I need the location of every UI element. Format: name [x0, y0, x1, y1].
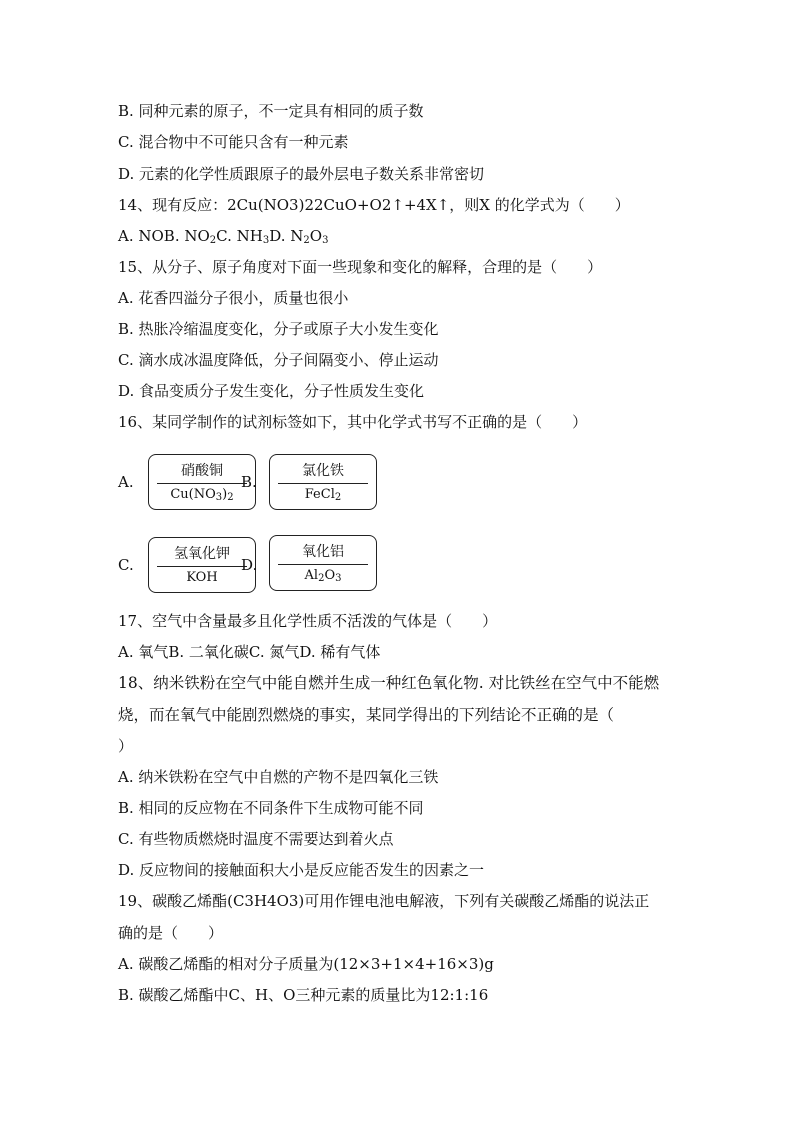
- reagent-label-a-name: 硝酸铜: [157, 459, 247, 484]
- q18-option-c: C. 有些物质燃烧时温度不需要达到着火点: [118, 830, 394, 848]
- question-19-cont: 确的是（ ）: [118, 924, 224, 942]
- q15-option-a: A. 花香四溢分子很小，质量也很小: [118, 289, 349, 307]
- question-15: 15、从分子、原子角度对下面一些现象和变化的解释，合理的是（ ）: [118, 258, 603, 276]
- q13-option-b: B. 同种元素的原子，不一定具有相同的质子数: [118, 102, 424, 120]
- reagent-label-d-formula: $Al_2O_3$: [304, 568, 342, 584]
- q19-option-a: A. 碳酸乙烯酯的相对分子质量为(12×3+1×4+16×3)g: [118, 955, 494, 973]
- q13-option-d: D. 元素的化学性质跟原子的最外层电子数关系非常密切: [118, 165, 485, 183]
- q18-option-d: D. 反应物间的接触面积大小是反应能否发生的因素之一: [118, 861, 485, 879]
- reagent-label-d-name: 氧化铝: [278, 540, 368, 565]
- q14-option-d: D. N: [269, 227, 304, 245]
- reagent-label-c-formula: KOH: [186, 570, 218, 585]
- reagent-label-b-name: 氯化铁: [278, 459, 368, 484]
- reagent-label-b: [269, 454, 377, 510]
- reagent-label-a-formula: $Cu(NO_3)_2$: [170, 487, 234, 503]
- question-18-cont2: ）: [118, 737, 134, 755]
- reagent-label-c: [148, 537, 256, 593]
- q14-option-a: A. NO: [118, 227, 164, 245]
- reagent-label-c-name: 氢氧化钾: [157, 542, 247, 567]
- q15-option-b: B. 热胀冷缩温度变化，分子或原子大小发生变化: [118, 320, 439, 338]
- q16-option-a-letter: A.: [118, 473, 134, 491]
- reagent-label-d: [269, 535, 377, 591]
- q19-option-b: B. 碳酸乙烯酯中C、H、O三种元素的质量比为12:1:16: [118, 986, 489, 1004]
- q17-options: A. 氧气B. 二氧化碳C. 氮气D. 稀有气体: [118, 643, 381, 661]
- question-14: 14、现有反应：2Cu(NO3)22CuO+O2↑+4X↑，则X 的化学式为（ ）: [118, 196, 630, 214]
- q14-options: A. NOB. $NO_2C$. $NH_3D$. $N_2O_3$: [118, 227, 329, 246]
- question-16: 16、某同学制作的试剂标签如下，其中化学式书写不正确的是（ ）: [118, 413, 588, 431]
- q14-option-c: C. NH: [216, 227, 263, 245]
- q13-option-c: C. 混合物中不可能只含有一种元素: [118, 133, 349, 151]
- q18-option-b: B. 相同的反应物在不同条件下生成物可能不同: [118, 799, 424, 817]
- reagent-label-a: [148, 454, 256, 510]
- q16-option-c-letter: C.: [118, 556, 134, 574]
- q16-option-b-letter: B.: [241, 473, 257, 491]
- question-17: 17、空气中含量最多且化学性质不活泼的气体是（ ）: [118, 612, 498, 630]
- q15-option-c: C. 滴水成冰温度降低，分子间隔变小、停止运动: [118, 351, 439, 369]
- reagent-label-b-formula: FeCl$_2$: [304, 487, 342, 503]
- q14-option-b: B. NO: [163, 227, 210, 245]
- question-18: 18、纳米铁粉在空气中能自燃并生成一种红色氧化物. 对比铁丝在空气中不能燃: [118, 674, 660, 692]
- question-18-cont: 烧，而在氧气中能剧烈燃烧的事实，某同学得出的下列结论不正确的是（: [118, 706, 615, 724]
- question-19: 19、碳酸乙烯酯(C3H4O3)可用作锂电池电解液，下列有关碳酸乙烯酯的说法正: [118, 892, 650, 910]
- q15-option-d: D. 食品变质分子发生变化，分子性质发生变化: [118, 382, 425, 400]
- q18-option-a: A. 纳米铁粉在空气中自燃的产物不是四氧化三铁: [118, 768, 439, 786]
- q16-option-d-letter: D.: [241, 556, 258, 574]
